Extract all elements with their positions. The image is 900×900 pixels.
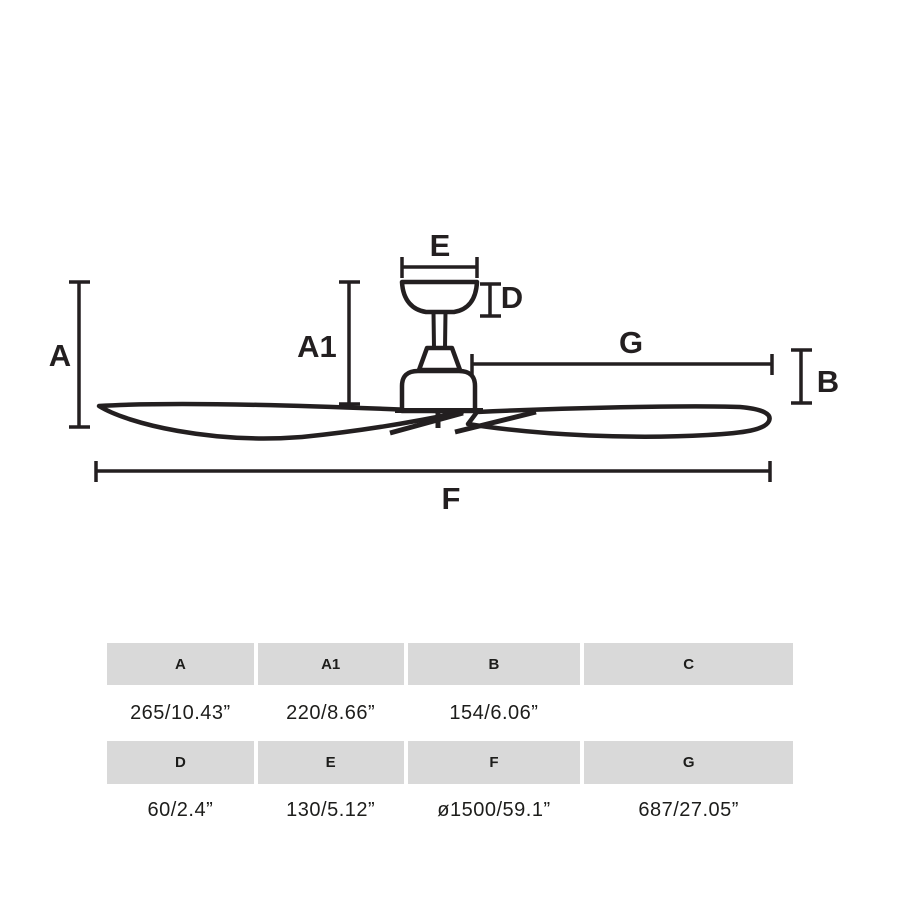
dimension-label-e: E xyxy=(429,228,451,263)
dimension-A1 xyxy=(297,282,360,404)
spec-table xyxy=(107,643,793,836)
dimension-label-d: D xyxy=(500,280,524,315)
spec-value-f: ø1500/59.1” xyxy=(408,784,581,836)
spec-value-a1: 220/8.66” xyxy=(258,685,404,741)
dimension-G xyxy=(472,325,772,375)
fan-motor-housing xyxy=(402,371,475,411)
spec-header-e: E xyxy=(258,741,404,784)
dimension-label-b: B xyxy=(816,364,840,399)
spec-value-e: 130/5.12” xyxy=(258,784,404,836)
spec-header-d: D xyxy=(107,741,254,784)
dimension-label-f: F xyxy=(441,481,461,516)
fan-drawing xyxy=(99,282,770,438)
spec-header-f: F xyxy=(408,741,581,784)
spec-value-a: 265/10.43” xyxy=(107,685,254,741)
spec-header-b: B xyxy=(408,643,581,685)
spec-value-c xyxy=(584,685,793,741)
dimension-line-a1 xyxy=(339,282,360,404)
spec-header-g: G xyxy=(584,741,793,784)
dimension-line-d xyxy=(480,284,501,316)
dimension-A xyxy=(49,282,90,427)
dimension-line-b xyxy=(791,350,812,403)
spec-header-a: A xyxy=(107,643,254,685)
fan-coupling xyxy=(419,348,460,370)
dimension-B xyxy=(791,350,839,403)
spec-value-b: 154/6.06” xyxy=(408,685,581,741)
spec-value-d: 60/2.4” xyxy=(107,784,254,836)
fan-canopy xyxy=(402,282,477,312)
spec-header-a1: A1 xyxy=(258,643,404,685)
dimension-label-g: G xyxy=(618,325,644,360)
fan-blade-right xyxy=(468,406,770,436)
fan-downrod xyxy=(434,312,446,348)
dimension-E xyxy=(402,228,477,278)
dimension-line-f xyxy=(96,461,770,482)
dimension-label-a1: A1 xyxy=(297,329,337,364)
spec-header-c: C xyxy=(584,643,793,685)
dimension-F xyxy=(96,461,770,516)
spec-value-g: 687/27.05” xyxy=(584,784,793,836)
dimension-line-a xyxy=(69,282,90,427)
dimension-label-a: A xyxy=(48,338,72,373)
dimension-D xyxy=(480,280,523,316)
